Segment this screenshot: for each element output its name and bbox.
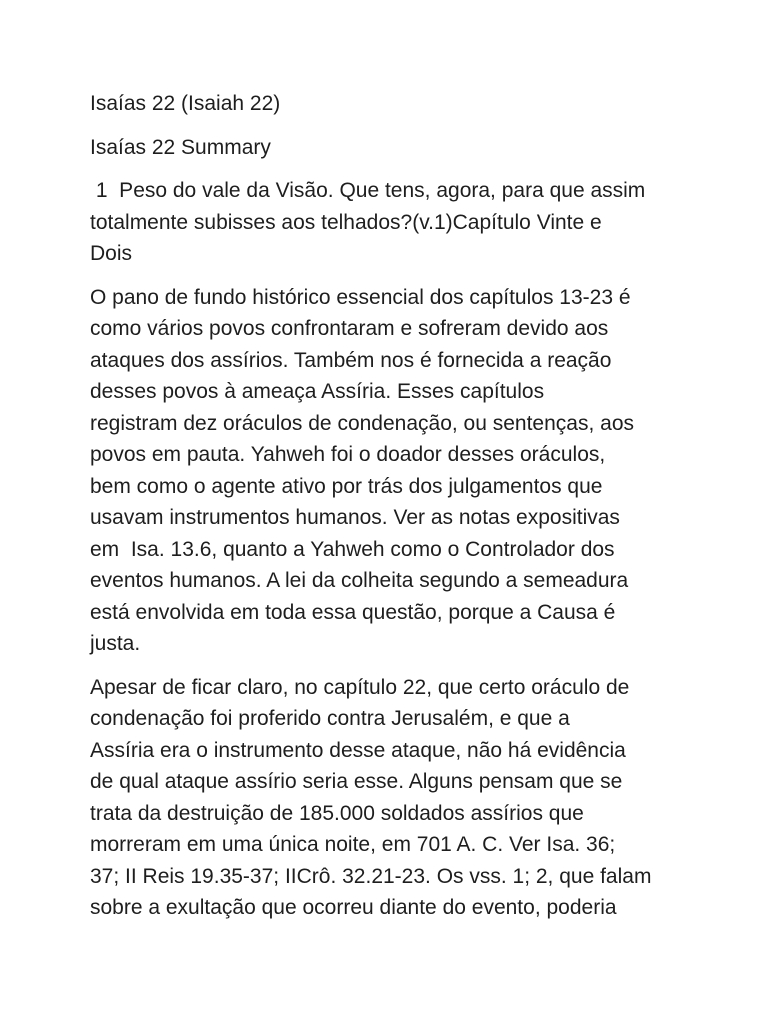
paragraph-line: de qual ataque assírio seria esse. Alguns pensam que se	[90, 770, 623, 793]
paragraph-line: como vários povos confrontaram e sofreram devido aos	[90, 317, 609, 340]
paragraph-line: bem como o agente ativo por trás dos julgamentos que	[90, 474, 603, 498]
verse-line: totalmente subisses aos telhados?(v.1)Capítulo Vinte e	[90, 210, 602, 234]
paragraph-line: usavam instrumentos humanos. Ver as notas expositivas	[90, 506, 620, 529]
paragraph-line: justa.	[90, 632, 141, 655]
paragraph-line: Apesar de ficar claro, no capítulo 22, que certo oráculo de	[90, 675, 630, 699]
paragraph-line: Assíria era o instrumento desse ataque, não há evidência	[90, 738, 626, 762]
paragraph-line: registram dez oráculos de condenação, ou sentenças, aos	[90, 411, 635, 435]
paragraph-line: povos em pauta. Yahweh foi o doador desses oráculos,	[90, 443, 606, 466]
paragraph-line: O pano de fundo histórico essencial dos capítulos 13-23 é	[90, 285, 631, 309]
paragraph-line: está envolvida em toda essa questão, porque a Causa é	[90, 600, 616, 624]
paragraph-line: condenação foi proferido contra Jerusalém, e que a	[90, 707, 570, 730]
background-paragraph	[90, 282, 690, 660]
analysis-paragraph	[90, 672, 690, 924]
paragraph-line: 37; II Reis 19.35-37; IICrô. 32.21-23. Os vss. 1; 2, que falam	[90, 864, 652, 888]
paragraph-line: sobre a exultação que ocorreu diante do evento, poderia	[90, 896, 617, 919]
paragraph-line: eventos humanos. A lei da colheita segundo a semeadura	[90, 569, 629, 592]
verse-line: 1 Peso do vale da Visão. Que tens, agora, para que assim	[90, 179, 646, 202]
document-title: Isaías 22 (Isaiah 22)	[90, 92, 281, 115]
verse-line: Dois	[90, 242, 133, 265]
document-page	[90, 88, 690, 936]
paragraph-line: desses povos à ameaça Assíria. Esses capítulos	[90, 380, 545, 403]
paragraph-line: em Isa. 13.6, quanto a Yahweh como o Controlador dos	[90, 537, 615, 561]
document-subtitle: Isaías 22 Summary	[90, 135, 271, 159]
verse-paragraph	[90, 175, 690, 270]
paragraph-line: morreram em uma única noite, em 701 A. C. Ver Isa. 36;	[90, 833, 616, 856]
paragraph-line: trata da destruição de 185.000 soldados assírios que	[90, 801, 584, 825]
paragraph-line: ataques dos assírios. Também nos é fornecida a reação	[90, 348, 612, 372]
